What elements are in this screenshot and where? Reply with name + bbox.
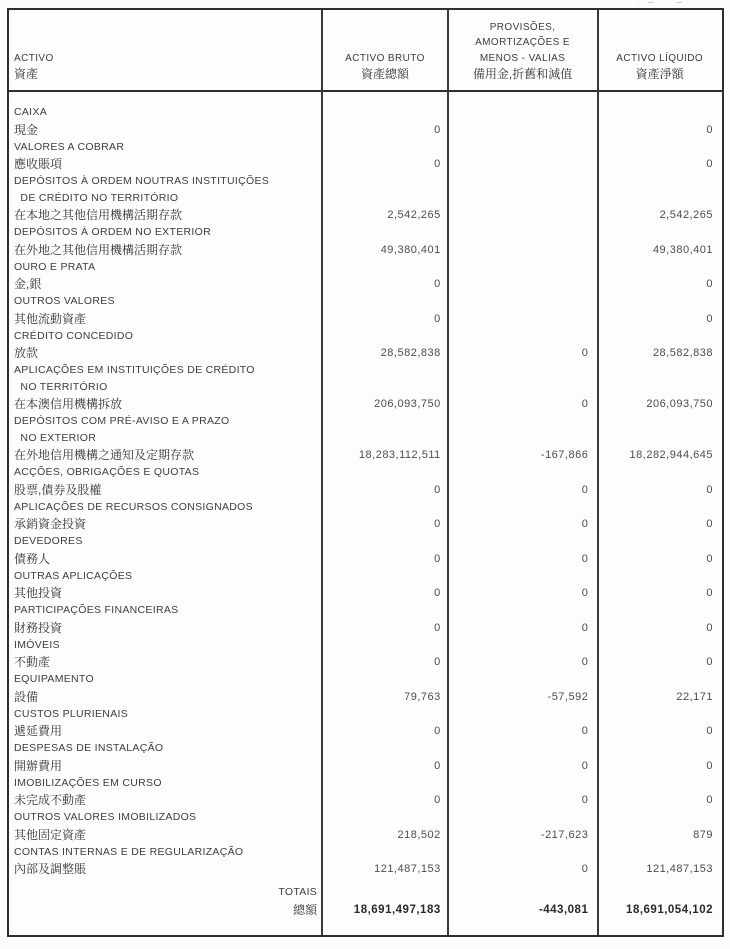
row-label-zh: 放款 xyxy=(14,346,39,360)
value-liquido-cell xyxy=(597,671,722,706)
header-provisoes-zh: 備用金,折舊和減值 xyxy=(472,67,573,81)
value-provisoes: -57,592 xyxy=(547,690,589,703)
column-divider-2 xyxy=(447,10,449,935)
value-bruto-cell xyxy=(322,413,448,464)
row-label-zh: 財務投資 xyxy=(14,620,63,635)
row-label xyxy=(9,637,322,672)
row-label-zh: 金,銀 xyxy=(14,277,42,291)
row-label xyxy=(9,809,322,844)
row-label-pt: DEPÓSITOS À ORDEM NOUTRAS INSTITUIÇÕES xyxy=(14,175,270,187)
value-provisoes-cell xyxy=(448,844,598,879)
table-row xyxy=(9,293,722,328)
value-bruto: 0 xyxy=(434,794,441,806)
header-activo-bruto-pt: ACTIVO BRUTO xyxy=(345,52,425,64)
value-bruto: 206,093,750 xyxy=(374,398,441,410)
value-bruto-cell xyxy=(322,362,448,413)
table-row xyxy=(9,328,722,363)
value-liquido: 0 xyxy=(706,158,713,170)
row-label xyxy=(9,224,322,259)
row-label-pt: EQUIPAMENTO xyxy=(14,673,94,685)
row-label xyxy=(9,499,322,534)
value-liquido-cell xyxy=(597,104,722,139)
value-liquido-cell xyxy=(597,740,722,775)
row-label-pt: CAIXA xyxy=(14,106,48,118)
value-bruto-cell xyxy=(322,173,448,224)
row-label xyxy=(9,259,322,294)
value-provisoes: 0 xyxy=(581,656,589,668)
value-provisoes: 0 xyxy=(581,518,589,530)
value-liquido: 0 xyxy=(706,621,713,634)
scan-artifact: · — ·· — · xyxy=(638,0,695,6)
value-liquido-cell xyxy=(597,464,722,499)
row-label-pt: CRÉDITO CONCEDIDO xyxy=(14,329,134,342)
value-liquido: 0 xyxy=(706,518,713,530)
value-bruto: 0 xyxy=(434,656,441,668)
value-provisoes-cell xyxy=(448,568,598,603)
value-bruto: 0 xyxy=(434,587,441,599)
totals-liquido: 18,691,054,102 xyxy=(626,903,713,916)
row-label xyxy=(9,413,322,464)
value-provisoes-cell xyxy=(448,706,598,741)
table-row xyxy=(9,464,722,499)
value-provisoes-cell xyxy=(448,809,598,844)
row-label-pt: NO TERRITÓRIO xyxy=(14,380,108,393)
row-label-zh: 股票,債券及股權 xyxy=(14,482,102,497)
table-row xyxy=(9,173,722,224)
table-row xyxy=(9,637,722,672)
totals-bruto-cell xyxy=(322,884,448,919)
value-provisoes-cell xyxy=(448,139,598,174)
value-provisoes-cell xyxy=(448,740,598,775)
header-activo-liquido xyxy=(597,10,722,90)
value-liquido: 0 xyxy=(706,312,713,325)
totals-bruto: 18,691,497,183 xyxy=(353,903,441,916)
value-bruto: 0 xyxy=(434,759,441,772)
row-label-zh: 現金 xyxy=(14,122,39,137)
column-divider-3 xyxy=(597,10,599,935)
row-label-pt: DESPESAS DE INSTALAÇÃO xyxy=(14,742,164,754)
row-label xyxy=(9,568,322,603)
table-row xyxy=(9,533,722,568)
value-bruto-cell xyxy=(322,602,448,637)
row-label-pt: PARTICIPAÇÕES FINANCEIRAS xyxy=(14,604,179,616)
value-provisoes-cell xyxy=(448,224,598,259)
value-bruto-cell xyxy=(322,499,448,534)
header-activo-liquido-zh: 資產淨額 xyxy=(635,67,684,81)
value-liquido: 0 xyxy=(706,759,713,772)
row-label xyxy=(9,533,322,568)
value-bruto: 121,487,153 xyxy=(374,863,441,875)
row-label-pt: DE CRÉDITO NO TERRITÓRIO xyxy=(14,191,179,204)
row-label-pt: CUSTOS PLURIENAIS xyxy=(14,707,129,720)
row-label-zh: 內部及調整賬 xyxy=(14,862,87,876)
value-provisoes: 0 xyxy=(581,398,589,410)
value-liquido-cell xyxy=(597,293,722,328)
table-row xyxy=(9,139,722,174)
value-provisoes-cell xyxy=(448,259,598,294)
row-label-zh: 在本澳信用機構拆放 xyxy=(14,397,123,411)
row-label-pt: DEPÓSITOS À ORDEM NO EXTERIOR xyxy=(14,226,211,238)
value-bruto: 0 xyxy=(434,621,441,634)
table-row xyxy=(9,844,722,879)
value-bruto-cell xyxy=(322,637,448,672)
row-label-pt: ACÇÕES, OBRIGAÇÕES E QUOTAS xyxy=(14,466,200,478)
value-provisoes-cell xyxy=(448,173,598,224)
row-label xyxy=(9,464,322,499)
value-bruto-cell xyxy=(322,328,448,363)
header-activo-pt: ACTIVO xyxy=(14,52,54,64)
value-provisoes: 0 xyxy=(581,552,589,565)
value-bruto-cell xyxy=(322,775,448,810)
value-liquido: 121,487,153 xyxy=(646,863,713,875)
value-liquido: 0 xyxy=(706,552,713,565)
value-bruto: 0 xyxy=(434,158,441,170)
value-provisoes-cell xyxy=(448,602,598,637)
table-row xyxy=(9,740,722,775)
value-liquido: 0 xyxy=(706,725,713,737)
header-activo-liquido-pt: ACTIVO LÍQUIDO xyxy=(616,52,704,64)
value-liquido: 0 xyxy=(706,123,713,136)
row-label xyxy=(9,362,322,413)
row-label xyxy=(9,775,322,810)
value-liquido-cell xyxy=(597,173,722,224)
value-provisoes: 0 xyxy=(581,863,589,875)
value-liquido: 879 xyxy=(693,828,713,841)
value-liquido: 49,380,401 xyxy=(652,243,713,256)
value-liquido: 0 xyxy=(706,587,713,599)
row-label-zh: 在外地之其他信用機構活期存款 xyxy=(14,242,183,257)
value-liquido: 2,542,265 xyxy=(659,209,713,221)
value-liquido-cell xyxy=(597,413,722,464)
header-activo-bruto xyxy=(322,10,448,90)
value-bruto-cell xyxy=(322,139,448,174)
row-label-zh: 不動產 xyxy=(14,655,51,669)
value-liquido-cell xyxy=(597,775,722,810)
row-label-zh: 其他固定資產 xyxy=(14,827,87,842)
row-label-zh: 未完成不動產 xyxy=(14,793,87,807)
totals-liquido-cell xyxy=(597,884,722,919)
row-label-pt: IMÓVEIS xyxy=(14,638,60,651)
row-label-zh: 債務人 xyxy=(14,551,51,566)
value-liquido-cell xyxy=(597,844,722,879)
table-row xyxy=(9,259,722,294)
value-liquido: 18,282,944,645 xyxy=(629,449,713,461)
row-label-pt: APLICAÇÕES DE RECURSOS CONSIGNADOS xyxy=(14,500,253,513)
row-label xyxy=(9,104,322,139)
value-bruto-cell xyxy=(322,224,448,259)
totals-row xyxy=(9,884,722,919)
assets-table xyxy=(7,8,724,937)
value-provisoes-cell xyxy=(448,671,598,706)
value-bruto-cell xyxy=(322,293,448,328)
value-liquido-cell xyxy=(597,637,722,672)
value-liquido: 0 xyxy=(706,483,713,496)
row-label-pt: APLICAÇÕES EM INSTITUIÇÕES DE CRÉDITO xyxy=(14,364,255,376)
value-provisoes: 0 xyxy=(581,621,589,634)
row-label xyxy=(9,139,322,174)
row-label-pt: NO EXTERIOR xyxy=(14,431,97,444)
row-label-zh: 其他流動資產 xyxy=(14,311,87,326)
row-label-zh: 在外地信用機構之通知及定期存款 xyxy=(14,448,195,462)
table-row xyxy=(9,671,722,706)
value-liquido-cell xyxy=(597,706,722,741)
value-provisoes-cell xyxy=(448,499,598,534)
row-label xyxy=(9,740,322,775)
value-provisoes: 0 xyxy=(581,725,589,737)
row-label xyxy=(9,293,322,328)
row-label-pt: OUTRAS APLICAÇÕES xyxy=(14,569,133,582)
value-bruto: 0 xyxy=(434,278,441,290)
row-label-pt: DEPÓSITOS COM PRÉ-AVISO E A PRAZO xyxy=(14,415,230,427)
value-provisoes: 0 xyxy=(581,347,589,359)
row-label-pt: CONTAS INTERNAS E DE REGULARIZAÇÃO xyxy=(14,845,244,858)
value-liquido: 22,171 xyxy=(676,690,713,703)
value-bruto-cell xyxy=(322,706,448,741)
value-bruto-cell xyxy=(322,533,448,568)
table-row xyxy=(9,775,722,810)
row-label xyxy=(9,602,322,637)
row-label-pt: OUTROS VALORES xyxy=(14,295,115,307)
value-bruto-cell xyxy=(322,259,448,294)
value-bruto: 0 xyxy=(434,483,441,496)
totals-label-pt: TOTAIS xyxy=(278,886,318,898)
value-bruto: 79,763 xyxy=(404,690,441,703)
value-bruto: 0 xyxy=(434,725,441,737)
value-liquido-cell xyxy=(597,139,722,174)
value-bruto-cell xyxy=(322,464,448,499)
value-provisoes: 0 xyxy=(581,759,589,772)
value-liquido: 28,582,838 xyxy=(652,347,713,359)
table-row xyxy=(9,413,722,464)
row-label xyxy=(9,671,322,706)
value-liquido-cell xyxy=(597,328,722,363)
header-provisoes-pt-line2: AMORTIZAÇÕES E xyxy=(475,37,570,48)
row-label-pt: OURO E PRATA xyxy=(14,260,96,273)
row-label-zh: 設備 xyxy=(14,689,39,704)
table-row xyxy=(9,602,722,637)
value-provisoes-cell xyxy=(448,104,598,139)
table-header xyxy=(9,10,722,92)
value-provisoes: -217,623 xyxy=(540,828,589,841)
value-provisoes-cell xyxy=(448,533,598,568)
row-label-zh: 承銷資金投資 xyxy=(14,517,87,531)
column-divider-1 xyxy=(321,10,323,935)
table-body xyxy=(9,92,722,935)
row-label-pt: DEVEDORES xyxy=(14,535,83,547)
table-row xyxy=(9,224,722,259)
value-provisoes: 0 xyxy=(581,587,589,599)
row-label xyxy=(9,844,322,879)
header-provisoes-pt-line3: MENOS - VALIAS xyxy=(479,52,566,64)
value-liquido-cell xyxy=(597,568,722,603)
table-row xyxy=(9,809,722,844)
value-bruto-cell xyxy=(322,104,448,139)
row-label-zh: 應收賬項 xyxy=(14,157,63,171)
row-label-zh: 其他投資 xyxy=(14,586,63,600)
value-liquido-cell xyxy=(597,224,722,259)
table-row xyxy=(9,706,722,741)
value-liquido-cell xyxy=(597,499,722,534)
totals-label-zh: 總額 xyxy=(293,902,318,917)
value-provisoes: -167,866 xyxy=(540,449,589,461)
value-bruto: 0 xyxy=(434,552,441,565)
value-bruto: 18,283,112,511 xyxy=(358,449,441,461)
value-bruto: 2,542,265 xyxy=(387,209,441,221)
value-bruto: 0 xyxy=(434,123,441,136)
header-activo xyxy=(9,10,322,90)
totals-provisoes-cell xyxy=(448,884,598,919)
header-provisoes-pt-line1: PROVISÕES, xyxy=(489,21,556,33)
value-liquido: 0 xyxy=(706,278,713,290)
header-activo-zh: 資產 xyxy=(14,67,39,81)
row-label-pt: VALORES A COBRAR xyxy=(14,140,125,153)
value-liquido-cell xyxy=(597,602,722,637)
header-provisoes xyxy=(448,10,598,90)
value-provisoes-cell xyxy=(448,328,598,363)
row-label-pt: OUTROS VALORES IMOBILIZADOS xyxy=(14,811,197,823)
value-provisoes-cell xyxy=(448,464,598,499)
row-label-zh: 遞延費用 xyxy=(14,724,63,738)
table-row xyxy=(9,362,722,413)
value-bruto-cell xyxy=(322,844,448,879)
value-liquido-cell xyxy=(597,362,722,413)
value-liquido: 206,093,750 xyxy=(646,398,713,410)
value-liquido-cell xyxy=(597,809,722,844)
totals-label xyxy=(9,884,322,919)
row-label xyxy=(9,173,322,224)
value-provisoes-cell xyxy=(448,775,598,810)
row-label xyxy=(9,706,322,741)
value-liquido: 0 xyxy=(706,794,713,806)
value-provisoes-cell xyxy=(448,362,598,413)
value-liquido-cell xyxy=(597,533,722,568)
value-liquido-cell xyxy=(597,259,722,294)
value-liquido: 0 xyxy=(706,656,713,668)
value-provisoes: 0 xyxy=(581,483,589,496)
value-provisoes-cell xyxy=(448,413,598,464)
table-row xyxy=(9,568,722,603)
value-provisoes: 0 xyxy=(581,794,589,806)
value-bruto-cell xyxy=(322,809,448,844)
value-bruto-cell xyxy=(322,740,448,775)
value-bruto-cell xyxy=(322,671,448,706)
value-bruto: 49,380,401 xyxy=(380,243,441,256)
row-label-zh: 開辦費用 xyxy=(14,758,63,773)
value-bruto: 28,582,838 xyxy=(380,347,441,359)
value-bruto: 0 xyxy=(434,518,441,530)
header-activo-bruto-zh: 資產總額 xyxy=(360,67,409,81)
value-provisoes-cell xyxy=(448,293,598,328)
table-row xyxy=(9,499,722,534)
table-row xyxy=(9,104,722,139)
row-label xyxy=(9,328,322,363)
value-bruto: 0 xyxy=(434,312,441,325)
value-provisoes-cell xyxy=(448,637,598,672)
totals-provisoes: -443,081 xyxy=(538,903,589,916)
row-label-pt: IMOBILIZAÇÕES EM CURSO xyxy=(14,776,162,789)
value-bruto: 218,502 xyxy=(397,828,441,841)
row-label-zh: 在本地之其他信用機構活期存款 xyxy=(14,208,183,222)
value-bruto-cell xyxy=(322,568,448,603)
